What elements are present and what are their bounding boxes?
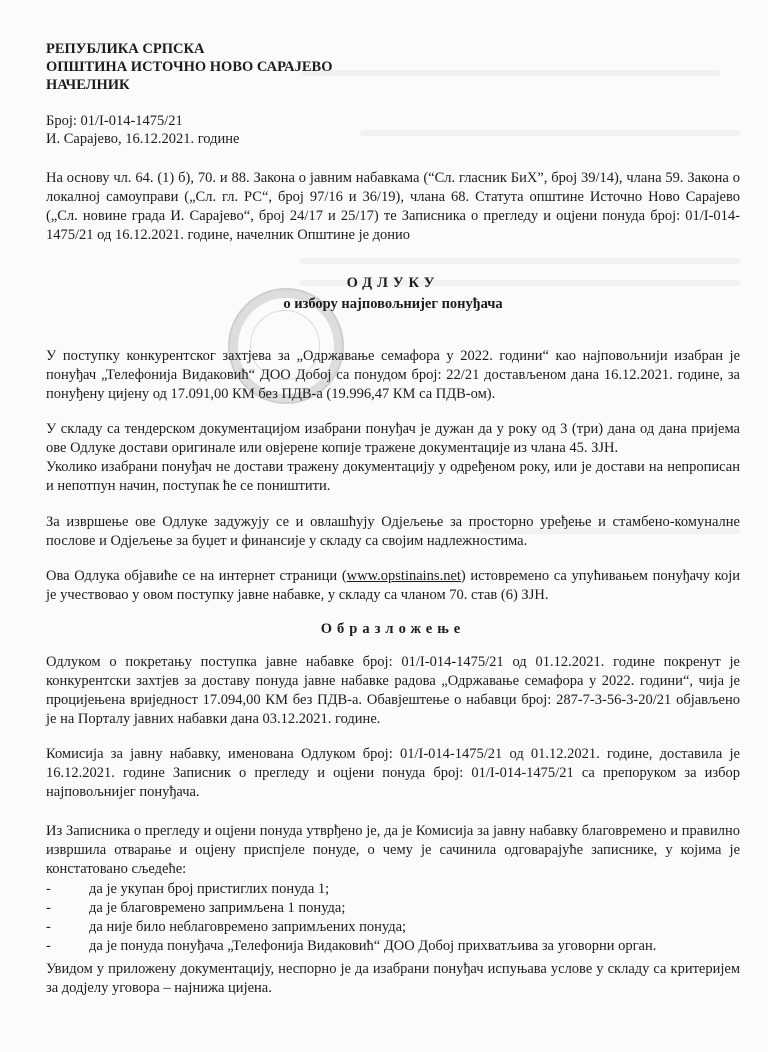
website-link[interactable]: www.opstinains.net [346,568,461,584]
header-republic: РЕПУБЛИКА СРПСКА [46,41,205,57]
decision-paragraph [46,567,740,605]
list-item: - да је укупан број пристиглих понуда 1; [46,881,330,897]
list-item: - да је благовремено запримљена 1 понуда; [46,900,346,916]
list-marker: - [46,881,51,897]
list-item: - да је понуда понуђача „Телефонија Видаковић“ ДОО Добој прихватљива за уговорни орган. [46,938,657,954]
reference-number: Број: 01/I-014-1475/21 [46,113,183,129]
explanation-title: Образложење [320,621,466,637]
decision-paragraph: За извршење ове Одлуке задужују се и овлашћују Одјељење за просторно уређење и стамбено-комуналне послове и Одјељење за буџет и финансије у складу са својим надлежностима. [46,514,740,549]
decision-paragraph: Уколико изабрани понуђач не достави тражену документацију у одређеном року, или је достави на непрописан и непотпун начин, поступак ће се поништити. [46,459,740,494]
bleed-through-mark [300,70,720,76]
list-marker: - [46,919,51,935]
document-subtitle: о избору најповољнијег понуђача [283,296,503,312]
explanation-paragraph: Одлуком о покретању поступка јавне набавке број: 01/I-014-1475/21 од 01.12.2021. године покренут је конкурентски захтјев за доставу понуда јавне набавке радова „Одржавање семафора у 2022. години“, чија је процијењена вриједност 17.094,00 КМ без ПДВ-а. Обавјештење о набавци број: 287-7-3-56-3-20/21 објављено је на Порталу јавних набавки дана 03.12.2021. године. [46,654,740,727]
decision-paragraph: У поступку конкурентског захтјева за „Одржавање семафора у 2022. години“ као најповољнији изабран је понуђач „Телефонија Видаковић“ ДОО Добој са понудом број: 22/21 достављеном дана 16.12.2021. године, за понуђену цијену од 17.091,00 КМ без ПДВ-а (19.996,47 КМ са ПДВ-ом). [46,348,740,402]
explanation-paragraph: Из Записника о прегледу и оцјени понуда утврђено је, да је Комисија за јавну набавку благовремено и правилно извршила отварање и оцјену приспјеле понуде, о чему је сачинила одговарајуће записнике, у којима је констатовано сљедеће: [46,823,740,877]
header-office: НАЧЕЛНИК [46,77,130,93]
list-marker: - [46,900,51,916]
place-date: И. Сарајево, 16.12.2021. године [46,131,240,147]
bleed-through-mark [300,258,740,264]
explanation-paragraph: Комисија за јавну набавку, именована Одлуком број: 01/I-014-1475/21 од 01.12.2021. године, доставила је 16.12.2021. године Записник о прегледу и оцјени понуда број: 01/I-014-1475/21 са препоруком за избор најповољнијег понуђача. [46,746,740,800]
header-municipality: ОПШТИНА ИСТОЧНО НОВО САРАЈЕВО [46,59,333,75]
decision-paragraph: У складу са тендерском документацијом изабрани понуђач је дужан да у року од 3 (три) дана од дана пријема ове Одлуке достави оригинале или овјерене копије тражене документације из члана 45. ЗЈН. [46,421,740,456]
document-header [46,40,332,94]
list-item: - да није било неблаговремено запримљених понуда; [46,919,407,935]
list-marker: - [46,938,51,954]
findings-list [46,880,740,956]
explanation-paragraph: Увидом у приложену документацију, неспорно је да изабрани понуђач испуњава услове у складу са критеријем за додјелу уговора – најнижа цијена. [46,961,740,996]
document-title: ОДЛУКУ [346,275,440,291]
reference-block [46,112,239,148]
publication-text-before: Ова Одлука објавиће се на интернет страници ( [46,568,347,584]
publication-text-after: ) истовремено са упућивањем понуђачу који је учествовао у овом поступку јавне набавке, у складу са чланом 70. став (6) ЗЈН. [46,568,740,603]
bleed-through-mark [360,130,740,136]
preamble-paragraph: На основу чл. 64. (1) б), 70. и 88. Закона о јавним набавкама (“Сл. гласник БиХ”, број 39/14), члана 59. Закона о локалној самоуправи („Сл. гл. РС“, број 97/16 и 36/19), члана 68. Статута општине Источно Ново Сарајево („Сл. новине града И. Сарајево“, број 24/17 и 25/17) те Записника о прегледу и оцјени понуда број: 01/I-014-1475/21 од 16.12.2021. године, начелник Општине је донио [46,170,740,243]
